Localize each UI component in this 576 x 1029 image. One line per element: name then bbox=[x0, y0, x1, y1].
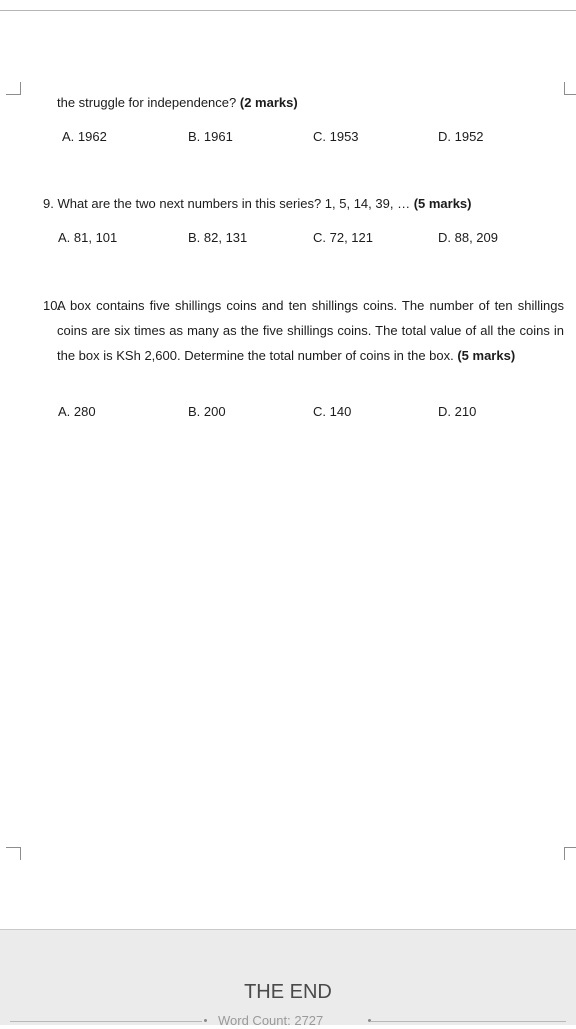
question-9-marks: (5 marks) bbox=[413, 196, 472, 211]
the-end-heading: THE END bbox=[244, 981, 332, 1003]
word-count-label[interactable]: Word Count: 2727 bbox=[218, 1013, 324, 1028]
question-8-option-c: C. 1953 bbox=[313, 129, 359, 144]
margin-corner-bottom-left bbox=[6, 847, 21, 860]
question-10-option-b: B. 200 bbox=[188, 404, 226, 419]
question-9-option-d: D. 88, 209 bbox=[438, 230, 498, 245]
question-10-marks: (5 marks) bbox=[457, 348, 516, 363]
document-page[interactable] bbox=[0, 11, 576, 929]
question-10-body: A box contains five shillings coins and ten shillings coins. The number of ten shillings coins are six times as many as the five shillings coins. The total value of all the coins in the box is KSh 2,600. Determine the total number of coins in the box. bbox=[57, 298, 564, 363]
question-9-option-b: B. 82, 131 bbox=[188, 230, 248, 245]
question-9-body: 9. What are the two next numbers in this series? 1, 5, 14, 39, … bbox=[43, 196, 414, 211]
question-9-text bbox=[43, 196, 472, 212]
question-9-option-c: C. 72, 121 bbox=[313, 230, 373, 245]
question-8-option-b: B. 1961 bbox=[188, 129, 233, 144]
margin-corner-top-right bbox=[564, 82, 576, 95]
margin-corner-bottom-right bbox=[564, 847, 576, 860]
word-count-rule-right bbox=[370, 1021, 566, 1022]
question-10-option-a: A. 280 bbox=[58, 404, 96, 419]
question-8-option-d: D. 1952 bbox=[438, 129, 484, 144]
question-8-body: the struggle for independence? bbox=[57, 95, 240, 110]
word-count-rule-left bbox=[10, 1021, 202, 1022]
page-gap-area bbox=[0, 929, 576, 1025]
question-9-option-a: A. 81, 101 bbox=[58, 230, 118, 245]
question-10-number: 10. bbox=[43, 298, 62, 313]
word-count-dot-left bbox=[204, 1019, 207, 1022]
question-10-option-d: D. 210 bbox=[438, 404, 477, 419]
question-10-text bbox=[57, 293, 564, 368]
margin-corner-top-left bbox=[6, 82, 21, 95]
question-8-marks: (2 marks) bbox=[239, 95, 298, 110]
question-8-option-a: A. 1962 bbox=[62, 129, 107, 144]
question-10-option-c: C. 140 bbox=[313, 404, 352, 419]
question-8-text bbox=[57, 95, 298, 111]
